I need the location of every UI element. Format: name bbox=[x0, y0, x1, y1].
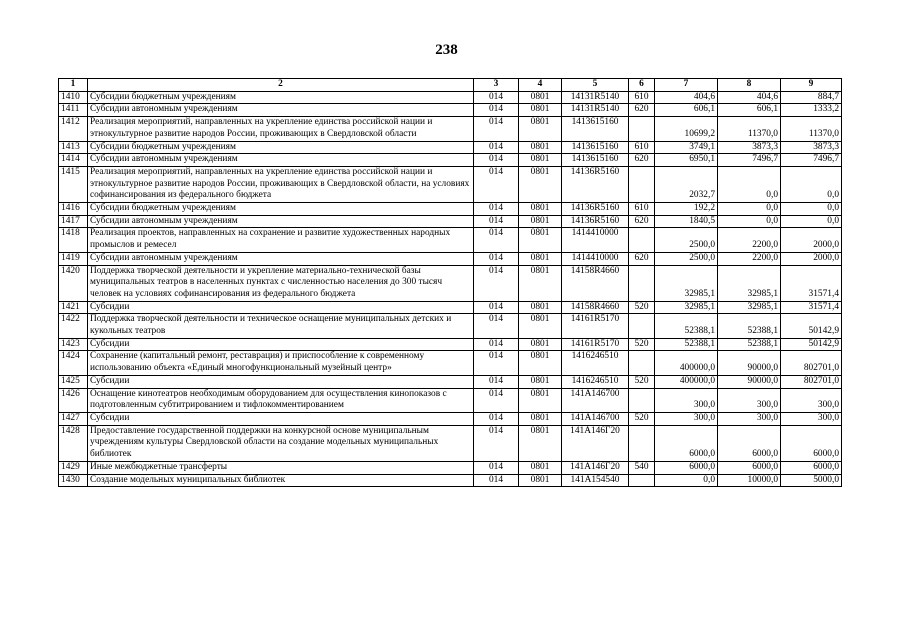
column-header: 4 bbox=[519, 79, 562, 92]
target-article-code-cell: 141А146Г20 bbox=[562, 425, 629, 461]
expense-type-code-cell: 610 bbox=[629, 203, 655, 216]
expense-type-code-cell: 610 bbox=[629, 91, 655, 104]
table-row bbox=[59, 388, 842, 412]
amount-year-2-cell: 300,0 bbox=[718, 412, 781, 425]
amount-year-2-cell: 0,0 bbox=[718, 166, 781, 202]
expense-type-code-cell bbox=[629, 425, 655, 461]
target-article-code-cell: 14131R5140 bbox=[562, 104, 629, 117]
amount-year-3-cell: 802701,0 bbox=[781, 375, 842, 388]
row-description-cell: Оснащение кинотеатров необходимым оборудованием для осуществления кинопоказов с подготовленным субтитрированием и тифлокомментированием bbox=[88, 388, 474, 412]
ministry-code-cell: 014 bbox=[474, 117, 519, 141]
ministry-code-cell: 014 bbox=[474, 166, 519, 202]
section-code-cell: 0801 bbox=[519, 461, 562, 474]
amount-year-3-cell: 6000,0 bbox=[781, 425, 842, 461]
ministry-code-cell: 014 bbox=[474, 154, 519, 167]
amount-year-3-cell: 50142,9 bbox=[781, 314, 842, 338]
amount-year-2-cell: 404,6 bbox=[718, 91, 781, 104]
row-number-cell: 1410 bbox=[59, 91, 88, 104]
amount-year-2-cell: 32985,1 bbox=[718, 301, 781, 314]
section-code-cell: 0801 bbox=[519, 314, 562, 338]
amount-year-3-cell: 31571,4 bbox=[781, 301, 842, 314]
amount-year-2-cell: 52388,1 bbox=[718, 314, 781, 338]
target-article-code-cell: 1413615160 bbox=[562, 117, 629, 141]
row-number-cell: 1429 bbox=[59, 461, 88, 474]
amount-year-1-cell: 300,0 bbox=[655, 412, 718, 425]
ministry-code-cell: 014 bbox=[474, 474, 519, 487]
ministry-code-cell: 014 bbox=[474, 104, 519, 117]
amount-year-2-cell: 3873,3 bbox=[718, 141, 781, 154]
amount-year-1-cell: 6000,0 bbox=[655, 461, 718, 474]
row-number-cell: 1422 bbox=[59, 314, 88, 338]
ministry-code-cell: 014 bbox=[474, 425, 519, 461]
amount-year-2-cell: 52388,1 bbox=[718, 338, 781, 351]
amount-year-3-cell: 0,0 bbox=[781, 166, 842, 202]
expense-type-code-cell bbox=[629, 474, 655, 487]
expense-type-code-cell: 520 bbox=[629, 375, 655, 388]
table-row bbox=[59, 338, 842, 351]
expense-type-code-cell bbox=[629, 314, 655, 338]
ministry-code-cell: 014 bbox=[474, 412, 519, 425]
column-header: 8 bbox=[718, 79, 781, 92]
amount-year-1-cell: 32985,1 bbox=[655, 265, 718, 301]
row-number-cell: 1415 bbox=[59, 166, 88, 202]
section-code-cell: 0801 bbox=[519, 375, 562, 388]
table-row bbox=[59, 117, 842, 141]
row-description-cell: Субсидии бюджетным учреждениям bbox=[88, 91, 474, 104]
target-article-code-cell: 1413615160 bbox=[562, 141, 629, 154]
page-number: 238 bbox=[435, 42, 458, 58]
column-header: 5 bbox=[562, 79, 629, 92]
amount-year-2-cell: 0,0 bbox=[718, 203, 781, 216]
row-description-cell: Сохранение (капитальный ремонт, реставрация) и приспособление к современному использованию объекта «Единый многофункциональный музейный центр» bbox=[88, 351, 474, 375]
amount-year-1-cell: 404,6 bbox=[655, 91, 718, 104]
row-number-cell: 1427 bbox=[59, 412, 88, 425]
section-code-cell: 0801 bbox=[519, 154, 562, 167]
section-code-cell: 0801 bbox=[519, 474, 562, 487]
amount-year-1-cell: 32985,1 bbox=[655, 301, 718, 314]
table-row bbox=[59, 141, 842, 154]
target-article-code-cell: 141А146700 bbox=[562, 388, 629, 412]
target-article-code-cell: 14136R5160 bbox=[562, 166, 629, 202]
amount-year-1-cell: 400000,0 bbox=[655, 375, 718, 388]
table-row bbox=[59, 375, 842, 388]
section-code-cell: 0801 bbox=[519, 338, 562, 351]
amount-year-1-cell: 6000,0 bbox=[655, 425, 718, 461]
table-row bbox=[59, 412, 842, 425]
amount-year-2-cell: 2200,0 bbox=[718, 252, 781, 265]
amount-year-1-cell: 2500,0 bbox=[655, 252, 718, 265]
table-row bbox=[59, 461, 842, 474]
amount-year-3-cell: 5000,0 bbox=[781, 474, 842, 487]
amount-year-3-cell: 300,0 bbox=[781, 388, 842, 412]
column-header: 6 bbox=[629, 79, 655, 92]
budget-table bbox=[58, 78, 842, 487]
section-code-cell: 0801 bbox=[519, 215, 562, 228]
amount-year-3-cell: 0,0 bbox=[781, 203, 842, 216]
row-description-cell: Поддержка творческой деятельности и техническое оснащение муниципальных детских и кукольных театров bbox=[88, 314, 474, 338]
expense-type-code-cell: 620 bbox=[629, 104, 655, 117]
section-code-cell: 0801 bbox=[519, 351, 562, 375]
table-row bbox=[59, 215, 842, 228]
row-description-cell: Субсидии бюджетным учреждениям bbox=[88, 141, 474, 154]
row-number-cell: 1414 bbox=[59, 154, 88, 167]
row-number-cell: 1428 bbox=[59, 425, 88, 461]
table-row bbox=[59, 166, 842, 202]
row-number-cell: 1419 bbox=[59, 252, 88, 265]
amount-year-3-cell: 300,0 bbox=[781, 412, 842, 425]
amount-year-2-cell: 0,0 bbox=[718, 215, 781, 228]
row-description-cell: Поддержка творческой деятельности и укрепление материально-технической базы муниципальных театров в населенных пунктах с численностью населения до 300 тысяч человек на условиях софинансирования из федерального бюджета bbox=[88, 265, 474, 301]
target-article-code-cell: 1414410000 bbox=[562, 252, 629, 265]
table-row bbox=[59, 474, 842, 487]
section-code-cell: 0801 bbox=[519, 104, 562, 117]
amount-year-3-cell: 6000,0 bbox=[781, 461, 842, 474]
ministry-code-cell: 014 bbox=[474, 252, 519, 265]
expense-type-code-cell: 620 bbox=[629, 215, 655, 228]
expense-type-code-cell: 540 bbox=[629, 461, 655, 474]
section-code-cell: 0801 bbox=[519, 141, 562, 154]
section-code-cell: 0801 bbox=[519, 203, 562, 216]
section-code-cell: 0801 bbox=[519, 117, 562, 141]
target-article-code-cell: 1414410000 bbox=[562, 228, 629, 252]
amount-year-1-cell: 3749,1 bbox=[655, 141, 718, 154]
table-row bbox=[59, 104, 842, 117]
expense-type-code-cell bbox=[629, 228, 655, 252]
table-row bbox=[59, 301, 842, 314]
ministry-code-cell: 014 bbox=[474, 338, 519, 351]
section-code-cell: 0801 bbox=[519, 91, 562, 104]
row-description-cell: Иные межбюджетные трансферты bbox=[88, 461, 474, 474]
amount-year-1-cell: 2500,0 bbox=[655, 228, 718, 252]
table-row bbox=[59, 265, 842, 301]
section-code-cell: 0801 bbox=[519, 228, 562, 252]
expense-type-code-cell: 520 bbox=[629, 412, 655, 425]
row-description-cell: Субсидии bbox=[88, 338, 474, 351]
target-article-code-cell: 14161R5170 bbox=[562, 314, 629, 338]
ministry-code-cell: 014 bbox=[474, 388, 519, 412]
amount-year-3-cell: 802701,0 bbox=[781, 351, 842, 375]
amount-year-3-cell: 7496,7 bbox=[781, 154, 842, 167]
section-code-cell: 0801 bbox=[519, 166, 562, 202]
expense-type-code-cell: 520 bbox=[629, 301, 655, 314]
target-article-code-cell: 141А146Г20 bbox=[562, 461, 629, 474]
amount-year-3-cell: 31571,4 bbox=[781, 265, 842, 301]
target-article-code-cell: 14131R5140 bbox=[562, 91, 629, 104]
table-row bbox=[59, 91, 842, 104]
row-description-cell: Субсидии автономным учреждениям bbox=[88, 215, 474, 228]
target-article-code-cell: 1416246510 bbox=[562, 375, 629, 388]
row-description-cell: Реализация мероприятий, направленных на укрепление единства российской нации и этнокультурное развитие народов России, проживающих в Свердловской области, на условиях софинансирования из федерального бюджета bbox=[88, 166, 474, 202]
amount-year-2-cell: 11370,0 bbox=[718, 117, 781, 141]
ministry-code-cell: 014 bbox=[474, 228, 519, 252]
column-header: 9 bbox=[781, 79, 842, 92]
row-description-cell: Реализация мероприятий, направленных на укрепление единства российской нации и этнокультурное развитие народов России, проживающих в Свердловской области bbox=[88, 117, 474, 141]
row-number-cell: 1413 bbox=[59, 141, 88, 154]
amount-year-3-cell: 11370,0 bbox=[781, 117, 842, 141]
section-code-cell: 0801 bbox=[519, 252, 562, 265]
table-row bbox=[59, 252, 842, 265]
table-row bbox=[59, 314, 842, 338]
amount-year-2-cell: 6000,0 bbox=[718, 461, 781, 474]
row-number-cell: 1418 bbox=[59, 228, 88, 252]
amount-year-1-cell: 0,0 bbox=[655, 474, 718, 487]
row-number-cell: 1420 bbox=[59, 265, 88, 301]
row-description-cell: Субсидии автономным учреждениям bbox=[88, 104, 474, 117]
ministry-code-cell: 014 bbox=[474, 91, 519, 104]
row-number-cell: 1416 bbox=[59, 203, 88, 216]
amount-year-3-cell: 3873,3 bbox=[781, 141, 842, 154]
row-description-cell: Субсидии автономным учреждениям bbox=[88, 154, 474, 167]
amount-year-2-cell: 6000,0 bbox=[718, 425, 781, 461]
amount-year-3-cell: 50142,9 bbox=[781, 338, 842, 351]
amount-year-1-cell: 10699,2 bbox=[655, 117, 718, 141]
target-article-code-cell: 141А146700 bbox=[562, 412, 629, 425]
amount-year-1-cell: 52388,1 bbox=[655, 314, 718, 338]
expense-type-code-cell bbox=[629, 351, 655, 375]
amount-year-3-cell: 884,7 bbox=[781, 91, 842, 104]
row-number-cell: 1424 bbox=[59, 351, 88, 375]
expense-type-code-cell: 620 bbox=[629, 154, 655, 167]
table-header-row bbox=[59, 79, 842, 92]
ministry-code-cell: 014 bbox=[474, 265, 519, 301]
row-number-cell: 1426 bbox=[59, 388, 88, 412]
row-description-cell: Субсидии bbox=[88, 375, 474, 388]
amount-year-2-cell: 90000,0 bbox=[718, 351, 781, 375]
amount-year-1-cell: 1840,5 bbox=[655, 215, 718, 228]
expense-type-code-cell bbox=[629, 388, 655, 412]
column-header: 2 bbox=[88, 79, 474, 92]
row-description-cell: Реализация проектов, направленных на сохранение и развитие художественных народных промыслов и ремесел bbox=[88, 228, 474, 252]
row-number-cell: 1425 bbox=[59, 375, 88, 388]
ministry-code-cell: 014 bbox=[474, 203, 519, 216]
amount-year-2-cell: 606,1 bbox=[718, 104, 781, 117]
section-code-cell: 0801 bbox=[519, 301, 562, 314]
target-article-code-cell: 14136R5160 bbox=[562, 215, 629, 228]
amount-year-1-cell: 400000,0 bbox=[655, 351, 718, 375]
column-header: 3 bbox=[474, 79, 519, 92]
ministry-code-cell: 014 bbox=[474, 215, 519, 228]
row-description-cell: Субсидии автономным учреждениям bbox=[88, 252, 474, 265]
table-row bbox=[59, 228, 842, 252]
amount-year-1-cell: 300,0 bbox=[655, 388, 718, 412]
row-description-cell: Субсидии bbox=[88, 412, 474, 425]
row-number-cell: 1421 bbox=[59, 301, 88, 314]
amount-year-3-cell: 2000,0 bbox=[781, 252, 842, 265]
row-number-cell: 1411 bbox=[59, 104, 88, 117]
target-article-code-cell: 1413615160 bbox=[562, 154, 629, 167]
target-article-code-cell: 14158R4660 bbox=[562, 301, 629, 314]
row-description-cell: Предоставление государственной поддержки на конкурсной основе муниципальным учреждениям культуры Свердловской области на создание модельных муниципальных библиотек bbox=[88, 425, 474, 461]
column-header: 1 bbox=[59, 79, 88, 92]
table-row bbox=[59, 203, 842, 216]
amount-year-3-cell: 2000,0 bbox=[781, 228, 842, 252]
section-code-cell: 0801 bbox=[519, 412, 562, 425]
table-body bbox=[59, 91, 842, 487]
amount-year-1-cell: 606,1 bbox=[655, 104, 718, 117]
ministry-code-cell: 014 bbox=[474, 375, 519, 388]
amount-year-2-cell: 2200,0 bbox=[718, 228, 781, 252]
amount-year-2-cell: 10000,0 bbox=[718, 474, 781, 487]
table-row bbox=[59, 351, 842, 375]
target-article-code-cell: 14161R5170 bbox=[562, 338, 629, 351]
expense-type-code-cell: 610 bbox=[629, 141, 655, 154]
target-article-code-cell: 14136R5160 bbox=[562, 203, 629, 216]
target-article-code-cell: 1416246510 bbox=[562, 351, 629, 375]
ministry-code-cell: 014 bbox=[474, 351, 519, 375]
amount-year-1-cell: 52388,1 bbox=[655, 338, 718, 351]
ministry-code-cell: 014 bbox=[474, 314, 519, 338]
section-code-cell: 0801 bbox=[519, 265, 562, 301]
expense-type-code-cell bbox=[629, 117, 655, 141]
amount-year-3-cell: 1333,2 bbox=[781, 104, 842, 117]
row-description-cell: Субсидии бюджетным учреждениям bbox=[88, 203, 474, 216]
ministry-code-cell: 014 bbox=[474, 141, 519, 154]
ministry-code-cell: 014 bbox=[474, 301, 519, 314]
row-number-cell: 1430 bbox=[59, 474, 88, 487]
amount-year-2-cell: 7496,7 bbox=[718, 154, 781, 167]
amount-year-2-cell: 90000,0 bbox=[718, 375, 781, 388]
amount-year-1-cell: 192,2 bbox=[655, 203, 718, 216]
amount-year-2-cell: 300,0 bbox=[718, 388, 781, 412]
row-number-cell: 1423 bbox=[59, 338, 88, 351]
amount-year-1-cell: 6950,1 bbox=[655, 154, 718, 167]
amount-year-3-cell: 0,0 bbox=[781, 215, 842, 228]
target-article-code-cell: 141А154540 bbox=[562, 474, 629, 487]
amount-year-2-cell: 32985,1 bbox=[718, 265, 781, 301]
expense-type-code-cell: 520 bbox=[629, 338, 655, 351]
row-description-cell: Создание модельных муниципальных библиотек bbox=[88, 474, 474, 487]
section-code-cell: 0801 bbox=[519, 388, 562, 412]
row-number-cell: 1417 bbox=[59, 215, 88, 228]
ministry-code-cell: 014 bbox=[474, 461, 519, 474]
table-row bbox=[59, 154, 842, 167]
target-article-code-cell: 14158R4660 bbox=[562, 265, 629, 301]
row-description-cell: Субсидии bbox=[88, 301, 474, 314]
table-row bbox=[59, 425, 842, 461]
column-header: 7 bbox=[655, 79, 718, 92]
expense-type-code-cell: 620 bbox=[629, 252, 655, 265]
section-code-cell: 0801 bbox=[519, 425, 562, 461]
expense-type-code-cell bbox=[629, 166, 655, 202]
amount-year-1-cell: 2032,7 bbox=[655, 166, 718, 202]
expense-type-code-cell bbox=[629, 265, 655, 301]
row-number-cell: 1412 bbox=[59, 117, 88, 141]
